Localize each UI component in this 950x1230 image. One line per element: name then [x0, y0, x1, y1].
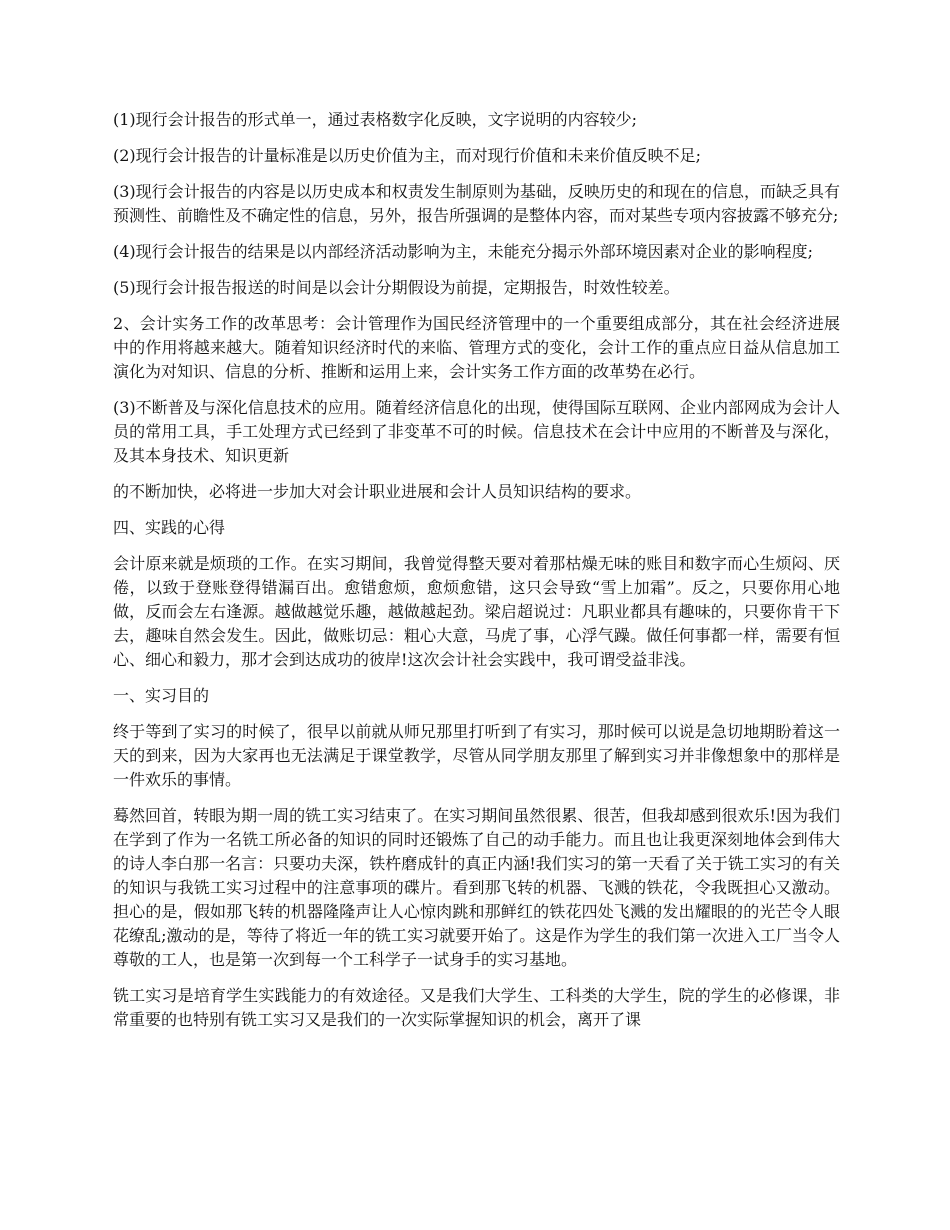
paragraph-item-1: (1)现行会计报告的形式单一，通过表格数字化反映，文字说明的内容较少; — [113, 110, 638, 129]
section-heading-purpose: 一、实习目的 — [113, 686, 210, 705]
paragraph-purpose-3: 铣工实习是培育学生实践能力的有效途径。又是我们大学生、工科类的大学生，院的学生的必修课，非常重要的也特别有铣工实习又是我们的一次实际掌握知识的机会，离开了课 — [113, 986, 840, 1029]
paragraph-practice-reflection: 会计原来就是烦琐的工作。在实习期间，我曾觉得整天要对着那枯燥无味的账目和数字而心生烦闷、厌倦，以致于登账登得错漏百出。愈错愈烦，愈烦愈错，这只会导致“雪上加霜”。反之，只要你用心地做，反而会左右逢源。越做越觉乐趣，越做越起劲。梁启超说过：凡职业都具有趣味的，只要你肯干下去，趣味自然会发生。因此，做账切忌：粗心大意，马虎了事，心浮气躁。做任何事都一样，需要有恒心、细心和毅力，那才会到达成功的彼岸!这次会计社会实践中，我可谓受益非浅。 — [113, 554, 840, 669]
document-body — [113, 108, 840, 1044]
section-heading-practice: 四、实践的心得 — [113, 518, 226, 537]
paragraph-purpose-2: 蓦然回首，转眼为期一周的铣工实习结束了。在实习期间虽然很累、很苦，但我却感到很欢乐!因为我们在学到了作为一名铣工所必备的知识的同时还锻炼了自己的动手能力。而且也让我更深刻地体会到伟大的诗人李白那一名言：只要功夫深，铁杵磨成针的真正内涵!我们实习的第一天看了关于铣工实习的有关的知识与我铣工实习过程中的注意事项的碟片。看到那飞转的机器、飞溅的铁花，令我既担心又激动。担心的是，假如那飞转的机器隆隆声让人心惊肉跳和那鲜红的铁花四处飞溅的发出耀眼的的光芒令人眼花缭乱;激动的是，等待了将近一年的铣工实习就要开始了。这是作为学生的我们第一次进入工厂当令人尊敬的工人，也是第一次到每一个工科学子一试身手的实习基地。 — [113, 806, 840, 969]
paragraph-section-2: 2、会计实务工作的改革思考：会计管理作为国民经济管理中的一个重要组成部分，其在社会经济进展中的作用将越来越大。随着知识经济时代的来临、管理方式的变化，会计工作的重点应日益从信息加工演化为对知识、信息的分析、推断和运用上来，会计实务工作方面的改革势在必行。 — [113, 314, 840, 381]
paragraph-item-4: (4)现行会计报告的结果是以内部经济活动影响为主，未能充分揭示外部环境因素对企业的影响程度; — [113, 242, 814, 261]
paragraph-purpose-1: 终于等到了实习的时候了，很早以前就从师兄那里打听到了有实习，那时候可以说是急切地期盼着这一天的到来，因为大家再也无法满足于课堂教学，尽管从同学朋友那里了解到实习并非像想象中的那样是一件欢乐的事情。 — [113, 722, 840, 789]
paragraph-item-5: (5)现行会计报告报送的时间是以会计分期假设为前提，定期报告，时效性较差。 — [113, 278, 680, 297]
paragraph-item-3: (3)现行会计报告的内容是以历史成本和权责发生制原则为基础，反映历史的和现在的信息，而缺乏具有预测性、前瞻性及不确定性的信息，另外，报告所强调的是整体内容，而对某些专项内容披露不够充分; — [113, 182, 840, 225]
paragraph-item-3b: (3)不断普及与深化信息技术的应用。随着经济信息化的出现，使得国际互联网、企业内部网成为会计人员的常用工具，手工处理方式已经到了非变革不可的时候。信息技术在会计中应用的不断普及与深化，及其本身技术、知识更新 — [113, 398, 840, 465]
paragraph-item-2: (2)现行会计报告的计量标准是以历史价值为主，而对现行价值和未来价值反映不足; — [113, 146, 702, 165]
paragraph-continuation: 的不断加快，必将进一步加大对会计职业进展和会计人员知识结构的要求。 — [113, 482, 642, 501]
